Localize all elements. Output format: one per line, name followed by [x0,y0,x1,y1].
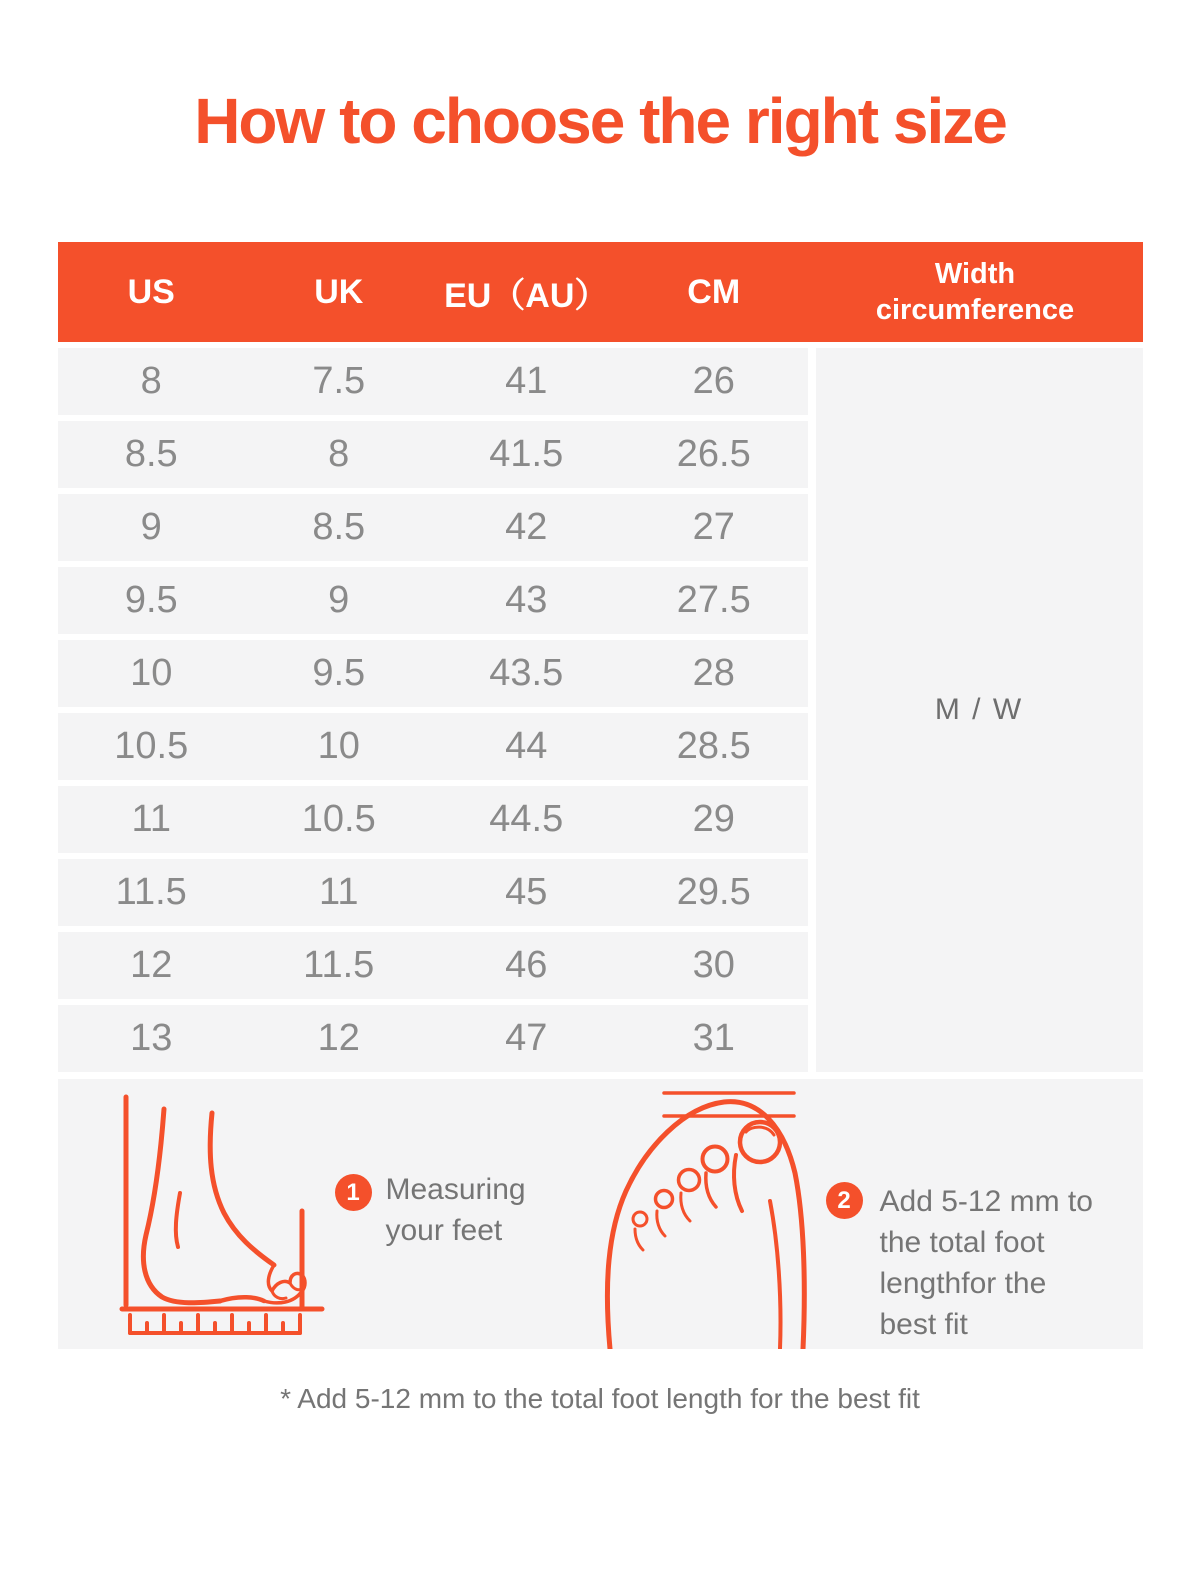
table-cell: 8 [328,433,350,476]
table-rows [58,348,808,1072]
table-row [58,859,808,926]
table-cell: 9 [328,579,350,622]
step-1-badge: 1 [335,1174,372,1211]
foot-side-measure-icon [116,1093,351,1337]
table-cell: 44 [505,725,548,768]
table-cell: 45 [505,871,548,914]
header-cell-uk: UK [314,272,364,311]
table-cell: 9.5 [124,579,178,622]
table-cell: 26 [692,360,735,403]
table-cell: 9.5 [312,652,366,695]
table-cell: 27 [692,506,735,549]
table-cell: 44.5 [489,798,564,841]
footnote: * Add 5-12 mm to the total foot length for the best fit [280,1383,920,1415]
header-cell-cm: CM [687,272,741,311]
table-row [58,567,808,634]
table-cell: 28.5 [676,725,751,768]
table-cell: 10 [130,652,173,695]
size-table [58,242,1143,1072]
table-cell: 8.5 [312,506,366,549]
table-body [58,348,1143,1072]
step-2-line: the total foot [879,1226,1045,1260]
table-row [58,421,808,488]
table-cell: 26.5 [676,433,751,476]
table-header-row [58,242,1143,342]
table-row [58,932,808,999]
table-row [58,1005,808,1072]
table-cell: 29 [692,798,735,841]
step-1-label [386,1169,526,1251]
table-cell: 42 [505,506,548,549]
table-cell: 41.5 [489,433,564,476]
table-cell: 8 [140,360,162,403]
page-title: How to choose the right size [194,85,1006,157]
table-row [58,640,808,707]
foot-top-view-icon [598,1083,828,1349]
table-row [58,348,808,415]
width-circumference-cell: M / W [816,348,1143,1072]
table-cell: 9 [140,506,162,549]
measuring-guide-section [58,1079,1143,1349]
table-cell: 47 [505,1017,548,1060]
step-1-line: Measuring [385,1173,526,1207]
step-2-label [880,1181,1093,1345]
table-cell: 28 [692,652,735,695]
step-2-line: best fit [879,1308,968,1342]
table-cell: 13 [130,1017,173,1060]
table-cell: 12 [317,1017,360,1060]
table-cell: 31 [692,1017,735,1060]
step-1-line: your feet [385,1214,503,1248]
step-2-line: lengthfor the [879,1267,1047,1301]
table-cell: 11 [319,871,359,914]
table-cell: 11.5 [303,944,375,987]
header-cell-us: US [127,272,175,311]
table-cell: 10.5 [301,798,376,841]
table-row [58,494,808,561]
step-2-line: Add 5-12 mm to [879,1185,1093,1219]
table-cell: 43.5 [489,652,564,695]
table-cell: 7.5 [312,360,366,403]
table-cell: 10.5 [114,725,189,768]
table-row [58,713,808,780]
table-cell: 11 [131,798,171,841]
header-cell-width-circumference: Width circumference [875,258,1075,327]
table-cell: 43 [505,579,548,622]
table-cell: 27.5 [676,579,751,622]
header-cell-eu: EU（AU） [444,276,609,315]
table-cell: 29.5 [676,871,751,914]
table-cell: 10 [317,725,360,768]
table-cell: 46 [505,944,548,987]
table-row [58,786,808,853]
step-2-badge: 2 [826,1182,863,1219]
table-cell: 41 [505,360,548,403]
table-cell: 8.5 [124,433,178,476]
table-cell: 12 [130,944,173,987]
table-cell: 30 [692,944,735,987]
table-cell: 11.5 [115,871,187,914]
